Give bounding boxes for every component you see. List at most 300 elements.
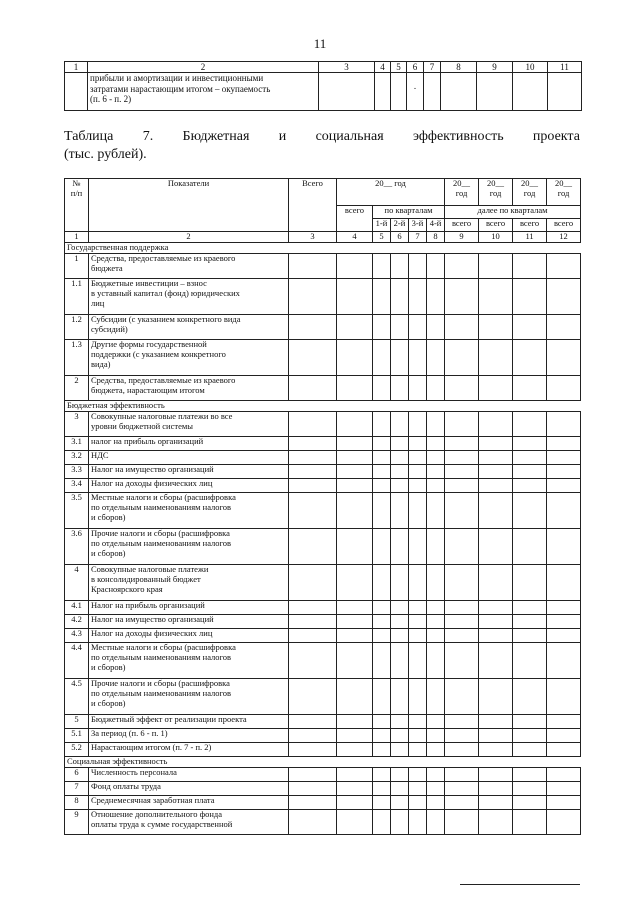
value-cell: [409, 715, 427, 729]
value-cell: [445, 810, 479, 835]
row-label: [89, 782, 289, 796]
value-cell: [373, 743, 391, 757]
section-row: [65, 243, 581, 254]
value-cell: [373, 529, 391, 565]
column-number: 6: [407, 62, 424, 73]
value-cell: [337, 465, 373, 479]
title-word: 7.: [142, 129, 154, 144]
data-cell: [424, 73, 441, 111]
value-cell: [427, 782, 445, 796]
value-cell: [513, 601, 547, 615]
value-cell: [479, 565, 513, 601]
row-label: [89, 643, 289, 679]
row-label: [89, 810, 289, 835]
row-number: 9: [65, 810, 89, 835]
value-cell: [373, 629, 391, 643]
value-cell: [479, 376, 513, 401]
value-cell: [289, 729, 337, 743]
row-number: 4.5: [65, 679, 89, 715]
row-label-line: Фонд оплаты труда: [91, 781, 161, 791]
header-all: всего: [479, 219, 513, 232]
row-label: [89, 529, 289, 565]
value-cell: [479, 729, 513, 743]
value-cell: [547, 782, 581, 796]
value-cell: [391, 679, 409, 715]
row-label: [89, 479, 289, 493]
value-cell: [479, 715, 513, 729]
value-cell: [445, 565, 479, 601]
value-cell: [445, 629, 479, 643]
value-cell: [337, 340, 373, 376]
column-number: 8: [441, 62, 477, 73]
title-line-1: [64, 128, 580, 146]
data-cell: [513, 73, 548, 111]
row-number: 3.6: [65, 529, 89, 565]
value-cell: [479, 643, 513, 679]
table-row: [65, 810, 581, 835]
value-cell: [373, 479, 391, 493]
row-label: [89, 565, 289, 601]
value-cell: [337, 376, 373, 401]
value-cell: [337, 412, 373, 437]
value-cell: [445, 679, 479, 715]
value-cell: [479, 743, 513, 757]
value-cell: [337, 729, 373, 743]
value-cell: [391, 340, 409, 376]
value-cell: [373, 376, 391, 401]
value-cell: [547, 315, 581, 340]
title-word: Таблица: [64, 129, 114, 144]
value-cell: [337, 743, 373, 757]
value-cell: [427, 643, 445, 679]
value-cell: [373, 810, 391, 835]
value-cell: [391, 782, 409, 796]
header-by-quarters: по кварталам: [373, 206, 445, 219]
column-number: 3: [319, 62, 375, 73]
value-cell: [427, 565, 445, 601]
row-label: [89, 768, 289, 782]
value-cell: [391, 796, 409, 810]
value-cell: [479, 782, 513, 796]
table-row: [65, 679, 581, 715]
row-label: [89, 601, 289, 615]
value-cell: [337, 768, 373, 782]
column-number: 10: [479, 232, 513, 243]
column-number: 4: [375, 62, 391, 73]
column-number: 8: [427, 232, 445, 243]
row-label-line: вида): [91, 358, 111, 369]
value-cell: [391, 437, 409, 451]
value-cell: [445, 254, 479, 279]
value-cell: [547, 493, 581, 529]
value-cell: [427, 715, 445, 729]
value-cell: [427, 254, 445, 279]
value-cell: [373, 437, 391, 451]
row-number: 3.4: [65, 479, 89, 493]
value-cell: [445, 643, 479, 679]
row-label-line: лиц: [91, 297, 105, 308]
value-cell: [409, 279, 427, 315]
row-number: 7: [65, 782, 89, 796]
row-label: [89, 451, 289, 465]
footer-rule: [460, 884, 580, 885]
column-number: 5: [391, 62, 407, 73]
value-cell: [391, 451, 409, 465]
value-cell: [337, 782, 373, 796]
value-cell: [409, 565, 427, 601]
value-cell: [513, 629, 547, 643]
row-label: [89, 729, 289, 743]
row-label-line: Нарастающим итогом (п. 7 - п. 2): [91, 742, 212, 752]
row-label: [89, 615, 289, 629]
row-label-line: Налог на доходы физических лиц: [91, 478, 213, 488]
column-number: 4: [337, 232, 373, 243]
value-cell: [513, 679, 547, 715]
row-number: 8: [65, 796, 89, 810]
row-label: [89, 465, 289, 479]
value-cell: [289, 529, 337, 565]
value-cell: [337, 601, 373, 615]
value-cell: [373, 782, 391, 796]
value-cell: [547, 529, 581, 565]
value-cell: [427, 437, 445, 451]
value-cell: [391, 254, 409, 279]
row-label-line: Средства, предоставляемые из краевого: [91, 253, 236, 263]
column-number: 9: [445, 232, 479, 243]
value-cell: [409, 412, 427, 437]
value-cell: [289, 679, 337, 715]
row-label-line: и сборов): [91, 547, 126, 558]
row-label-line: бюджета: [91, 262, 123, 273]
value-cell: [391, 279, 409, 315]
value-cell: [289, 315, 337, 340]
row-number-cell: [65, 73, 88, 111]
value-cell: [445, 437, 479, 451]
value-cell: [409, 254, 427, 279]
value-cell: [289, 451, 337, 465]
table-row: [65, 565, 581, 601]
header-indicators: Показатели: [89, 179, 289, 232]
value-cell: [289, 465, 337, 479]
row-label-line: оплаты труда к сумме государственной: [91, 818, 233, 829]
mark: .: [413, 81, 417, 92]
column-number: 9: [477, 62, 513, 73]
value-cell: [547, 729, 581, 743]
continued-table: [64, 61, 582, 111]
value-cell: [337, 451, 373, 465]
value-cell: [427, 629, 445, 643]
value-cell: [513, 254, 547, 279]
value-cell: [289, 412, 337, 437]
value-cell: [547, 743, 581, 757]
value-cell: [391, 643, 409, 679]
value-cell: [427, 376, 445, 401]
value-cell: [547, 437, 581, 451]
header-year: [513, 179, 547, 206]
value-cell: [409, 376, 427, 401]
value-cell: [479, 315, 513, 340]
header-text: год: [557, 187, 570, 198]
value-cell: [409, 643, 427, 679]
table-row: [65, 601, 581, 615]
column-number: 1: [65, 232, 89, 243]
row-label-line: и сборов): [91, 697, 126, 708]
section-row: [65, 401, 581, 412]
value-cell: [391, 743, 409, 757]
value-cell: [409, 679, 427, 715]
value-cell: [445, 465, 479, 479]
value-cell: [373, 451, 391, 465]
value-cell: [513, 465, 547, 479]
column-number-row: [65, 232, 581, 243]
value-cell: [513, 279, 547, 315]
value-cell: [445, 729, 479, 743]
header-text: 20__: [555, 178, 573, 188]
value-cell: [391, 601, 409, 615]
data-cell: [391, 73, 407, 111]
row-number: 3.2: [65, 451, 89, 465]
value-cell: [289, 479, 337, 493]
header-year: [479, 179, 513, 206]
header-total: Всего: [289, 179, 337, 232]
value-cell: [409, 315, 427, 340]
value-cell: [479, 679, 513, 715]
row-label-line: Бюджетные инвестиции – взнос: [91, 278, 207, 288]
value-cell: [445, 796, 479, 810]
header-year-first: 20__ год: [337, 179, 445, 206]
row-number: 1: [65, 254, 89, 279]
value-cell: [337, 315, 373, 340]
table-row: [65, 340, 581, 376]
value-cell: [409, 479, 427, 493]
row-label-line: Средства, предоставляемые из краевого: [91, 375, 236, 385]
value-cell: [547, 465, 581, 479]
row-number: 3.3: [65, 465, 89, 479]
value-cell: [445, 768, 479, 782]
data-cell: [548, 73, 582, 111]
value-cell: [391, 810, 409, 835]
row-label: [89, 629, 289, 643]
value-cell: [445, 340, 479, 376]
header-all: всего: [445, 219, 479, 232]
value-cell: [337, 529, 373, 565]
value-cell: [427, 601, 445, 615]
value-cell: [289, 768, 337, 782]
value-cell: [479, 279, 513, 315]
value-cell: [445, 715, 479, 729]
header-text: 20__: [521, 178, 539, 188]
value-cell: [373, 729, 391, 743]
row-label-line: Налог на доходы физических лиц: [91, 628, 213, 638]
row-number: 3.5: [65, 493, 89, 529]
value-cell: [391, 529, 409, 565]
value-cell: [547, 412, 581, 437]
value-cell: [427, 479, 445, 493]
value-cell: [547, 615, 581, 629]
row-label-line: Субсидии (с указанием конкретного вида: [91, 314, 241, 324]
row-label-line: Совокупные налоговые платежи: [91, 564, 209, 574]
column-number: 1: [65, 62, 88, 73]
value-cell: [479, 615, 513, 629]
value-cell: [479, 529, 513, 565]
row-number: 5: [65, 715, 89, 729]
value-cell: [479, 479, 513, 493]
value-cell: [547, 254, 581, 279]
value-cell: [289, 493, 337, 529]
value-cell: [391, 729, 409, 743]
title-word: эффективность: [412, 129, 504, 144]
row-label-line: Местные налоги и сборы (расшифровка: [91, 642, 236, 652]
value-cell: [373, 796, 391, 810]
value-cell: [513, 451, 547, 465]
value-cell: [479, 451, 513, 465]
row-label-line: по отдельным наименованиям налогов: [91, 687, 232, 698]
row-label-line: Прочие налоги и сборы (расшифровка: [91, 678, 230, 688]
value-cell: [337, 715, 373, 729]
value-cell: [337, 565, 373, 601]
row-number: 2: [65, 376, 89, 401]
header-text: 20__: [487, 178, 505, 188]
value-cell: [427, 451, 445, 465]
value-cell: [337, 479, 373, 493]
value-cell: [373, 768, 391, 782]
value-cell: [409, 743, 427, 757]
value-cell: [289, 340, 337, 376]
section-title: Государственная поддержка: [65, 243, 581, 254]
value-cell: [373, 254, 391, 279]
row-label-line: по отдельным наименованиям налогов: [91, 501, 232, 512]
row-label: [89, 743, 289, 757]
value-cell: [391, 412, 409, 437]
value-cell: [373, 315, 391, 340]
title-word: и: [278, 129, 287, 144]
value-cell: [427, 796, 445, 810]
value-cell: [289, 376, 337, 401]
value-cell: [409, 437, 427, 451]
value-cell: [373, 279, 391, 315]
header-further-by-quarters: далее по кварталам: [445, 206, 581, 219]
row-text: [88, 73, 319, 111]
value-cell: [289, 715, 337, 729]
header-text: год: [489, 187, 502, 198]
value-cell: [409, 796, 427, 810]
value-cell: [337, 493, 373, 529]
value-cell: [409, 782, 427, 796]
value-cell: [409, 465, 427, 479]
value-cell: [289, 615, 337, 629]
row-label-line: Красноярского края: [91, 583, 163, 594]
column-number: 7: [424, 62, 441, 73]
value-cell: [547, 796, 581, 810]
row-label-line: Совокупные налоговые платежи во все: [91, 411, 233, 421]
table-row: [65, 493, 581, 529]
value-cell: [547, 643, 581, 679]
value-cell: [445, 451, 479, 465]
value-cell: [427, 729, 445, 743]
value-cell: [513, 715, 547, 729]
table-row: [65, 376, 581, 401]
value-cell: [479, 768, 513, 782]
column-number-row: [65, 62, 582, 73]
row-number: 3: [65, 412, 89, 437]
value-cell: [337, 643, 373, 679]
value-cell: [513, 529, 547, 565]
row-label-line: поддержки (с указанием конкретного: [91, 348, 226, 359]
value-cell: [445, 601, 479, 615]
column-number: 5: [373, 232, 391, 243]
value-cell: [337, 254, 373, 279]
table-title: [64, 128, 580, 164]
value-cell: [289, 629, 337, 643]
value-cell: [373, 493, 391, 529]
column-number: 11: [548, 62, 582, 73]
value-cell: [513, 782, 547, 796]
value-cell: [427, 279, 445, 315]
value-cell: [373, 601, 391, 615]
budget-efficiency-table: [64, 178, 581, 835]
value-cell: [547, 479, 581, 493]
row-label-line: За период (п. 6 - п. 1): [91, 728, 168, 738]
title-word: социальная: [315, 129, 384, 144]
value-cell: [337, 629, 373, 643]
value-cell: [427, 529, 445, 565]
value-cell: [445, 279, 479, 315]
data-cell: [375, 73, 391, 111]
column-number: 11: [513, 232, 547, 243]
value-cell: [289, 565, 337, 601]
value-cell: [427, 615, 445, 629]
row-label-line: в консолидированный бюджет: [91, 573, 201, 584]
value-cell: [409, 340, 427, 376]
row-number: 4.2: [65, 615, 89, 629]
data-cell: [477, 73, 513, 111]
value-cell: [391, 493, 409, 529]
row-number: 5.1: [65, 729, 89, 743]
value-cell: [373, 679, 391, 715]
row-label-line: уровни бюджетной системы: [91, 420, 193, 431]
value-cell: [513, 810, 547, 835]
row-label: [89, 493, 289, 529]
table-row: [65, 782, 581, 796]
row-label: [89, 376, 289, 401]
value-cell: [547, 629, 581, 643]
table-row: [65, 315, 581, 340]
value-cell: [445, 529, 479, 565]
text-line: (п. 6 - п. 2): [90, 94, 132, 105]
value-cell: [479, 601, 513, 615]
value-cell: [547, 565, 581, 601]
value-cell: [289, 601, 337, 615]
value-cell: [479, 437, 513, 451]
value-cell: [391, 629, 409, 643]
value-cell: [391, 715, 409, 729]
row-number: 4.1: [65, 601, 89, 615]
value-cell: [373, 565, 391, 601]
row-label-line: Налог на имущество организаций: [91, 614, 214, 624]
table-row: [65, 412, 581, 437]
section-title: Социальная эффективность: [65, 757, 581, 768]
column-number: 7: [409, 232, 427, 243]
value-cell: [289, 437, 337, 451]
column-number: 2: [89, 232, 289, 243]
value-cell: [391, 479, 409, 493]
value-cell: [479, 254, 513, 279]
row-label: [89, 796, 289, 810]
table-row: [65, 715, 581, 729]
row-label: [89, 412, 289, 437]
value-cell: [373, 715, 391, 729]
value-cell: [373, 340, 391, 376]
